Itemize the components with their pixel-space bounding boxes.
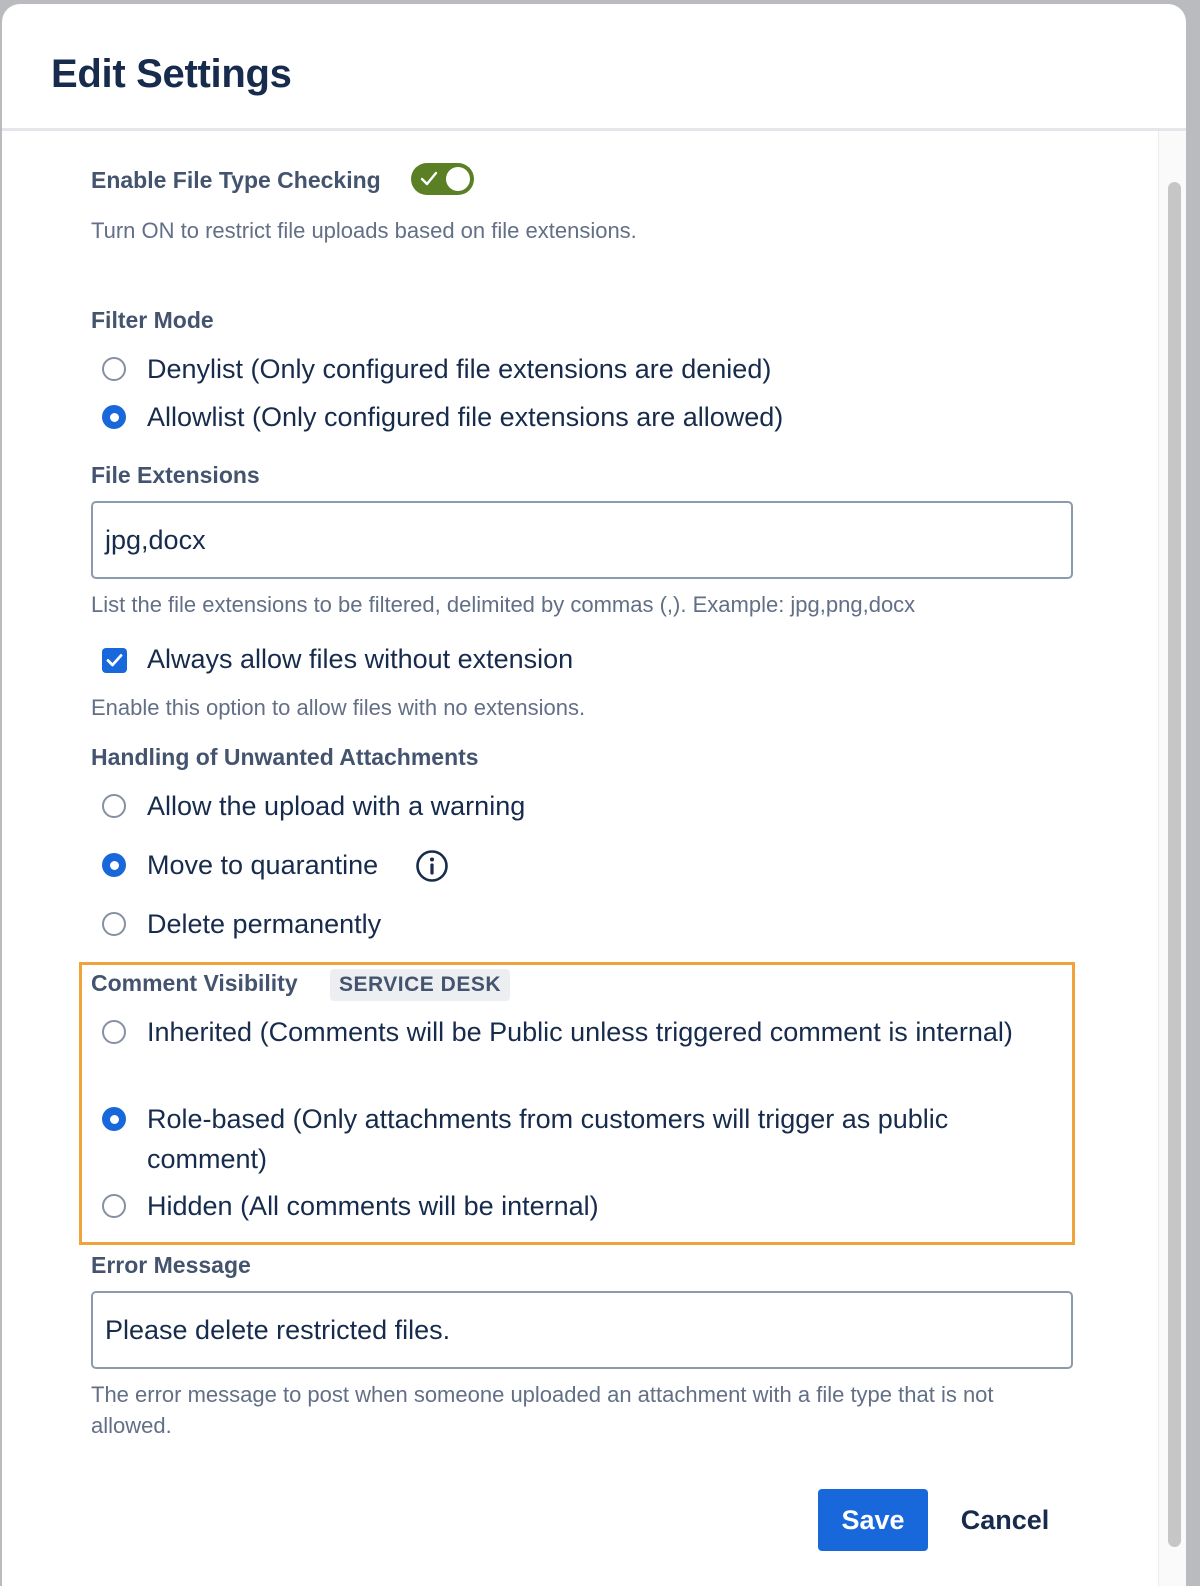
unwanted-delete-radio[interactable]	[102, 912, 126, 936]
filter-mode-denylist-label[interactable]: Denylist (Only configured file extensions are denied)	[147, 354, 772, 384]
cancel-button[interactable]: Cancel	[960, 1505, 1050, 1535]
file-extensions-help: List the file extensions to be filtered, delimited by commas (,). Example: jpg,png,docx	[91, 592, 916, 617]
file-type-checking-label: Enable File Type Checking	[91, 167, 381, 193]
unwanted-allow-warning-label[interactable]: Allow the upload with a warning	[147, 791, 526, 821]
allow-no-extension-label[interactable]: Always allow files without extension	[147, 644, 574, 674]
check-icon	[420, 171, 438, 187]
checkmark-icon	[106, 653, 123, 668]
comment-visibility-label: Comment Visibility	[91, 970, 298, 996]
unwanted-delete-label[interactable]: Delete permanently	[147, 909, 382, 939]
toggle-knob	[446, 167, 470, 191]
dialog-header	[2, 4, 1186, 131]
comment-role-based-label[interactable]: Role-based (Only attachments from customers will trigger as public comment)	[147, 1104, 949, 1174]
comment-hidden-label[interactable]: Hidden (All comments will be internal)	[147, 1191, 599, 1221]
file-type-checking-help: Turn ON to restrict file uploads based on file extensions.	[91, 218, 637, 243]
comment-role-based-radio[interactable]	[102, 1107, 126, 1131]
filter-mode-allowlist-radio[interactable]	[102, 405, 126, 429]
file-type-checking-toggle[interactable]	[411, 163, 474, 195]
filter-mode-label: Filter Mode	[91, 307, 214, 333]
unwanted-quarantine-radio[interactable]	[102, 853, 126, 877]
unwanted-quarantine-label[interactable]: Move to quarantine	[147, 850, 379, 880]
comment-inherited-radio[interactable]	[102, 1020, 126, 1044]
save-button[interactable]: Save	[818, 1489, 928, 1551]
error-message-label: Error Message	[91, 1252, 251, 1278]
comment-inherited-label[interactable]: Inherited (Comments will be Public unless triggered comment is internal)	[147, 1017, 1013, 1047]
comment-hidden-radio[interactable]	[102, 1194, 126, 1218]
allow-no-extension-help: Enable this option to allow files with no extensions.	[91, 695, 586, 720]
error-message-input[interactable]: Please delete restricted files.	[91, 1291, 1073, 1369]
info-icon[interactable]	[415, 849, 449, 883]
dialog-title: Edit Settings	[51, 52, 292, 96]
file-extensions-label: File Extensions	[91, 462, 260, 488]
error-message-help: The error message to post when someone uploaded an attachment with a file type that is not allowed.	[91, 1382, 994, 1438]
unwanted-allow-warning-radio[interactable]	[102, 794, 126, 818]
scrollbar-thumb[interactable]	[1168, 182, 1181, 1547]
unwanted-attachments-label: Handling of Unwanted Attachments	[91, 744, 479, 770]
file-extensions-input[interactable]: jpg,docx	[91, 501, 1073, 579]
filter-mode-allowlist-label[interactable]: Allowlist (Only configured file extensions are allowed)	[147, 402, 784, 432]
filter-mode-denylist-radio[interactable]	[102, 357, 126, 381]
allow-no-extension-checkbox[interactable]	[102, 648, 127, 673]
edit-settings-dialog	[2, 4, 1186, 1586]
service-desk-badge: SERVICE DESK	[330, 969, 510, 1001]
dialog-body	[2, 131, 1158, 1586]
